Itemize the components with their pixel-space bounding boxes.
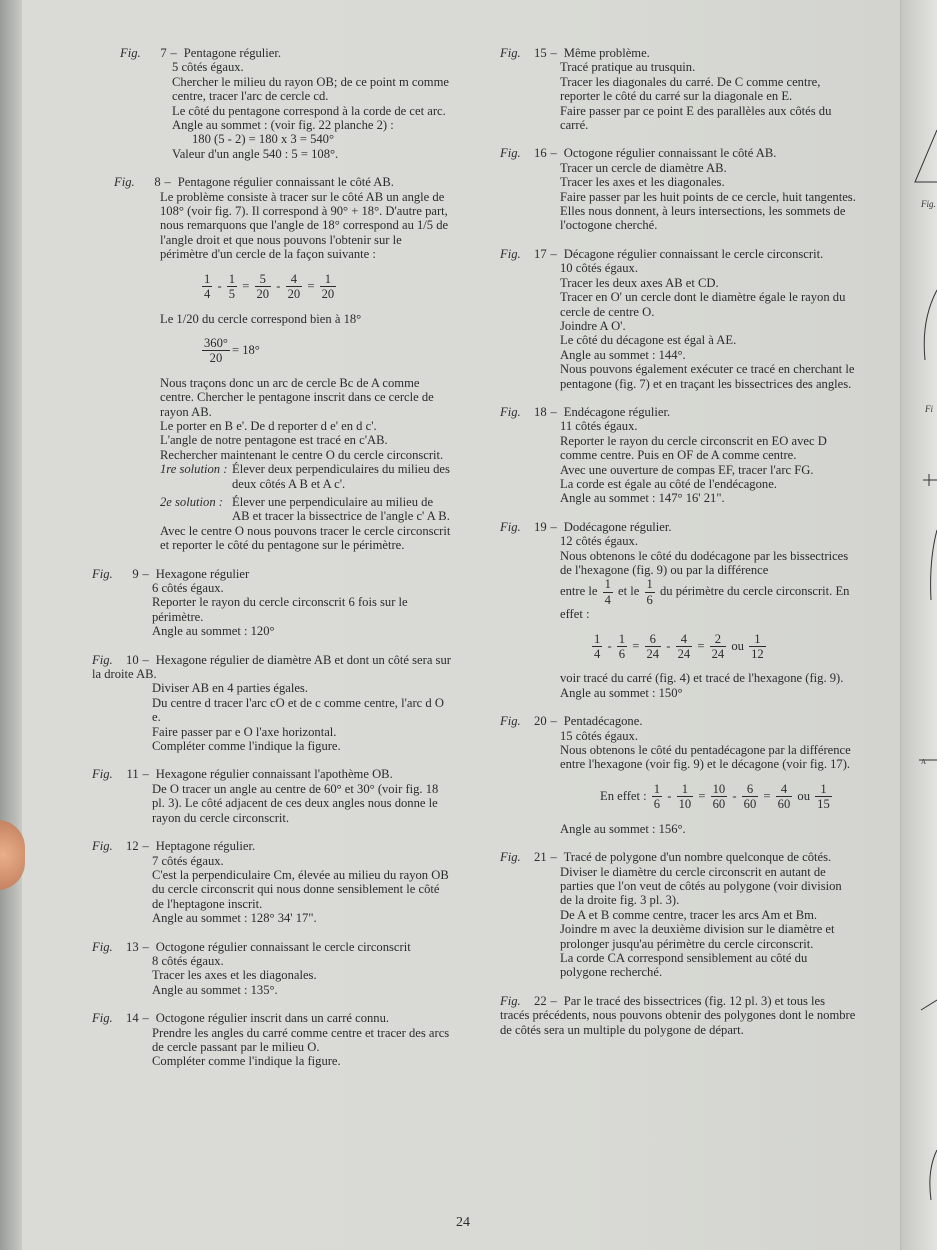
fig-number: 10 — [126, 652, 139, 667]
fig-title: Par le tracé des bissectrices (fig. 12 pl. 3) et tous les tracés précédents, nous pouvons obtenir des polygones dont le nombre de côtés sera un multiple du polygone de départ. — [500, 993, 856, 1037]
text-line: 180 (5 - 2) = 180 x 3 = 540° — [192, 132, 335, 147]
fig-label: Fig. — [500, 246, 521, 261]
fig-number: 22 — [534, 993, 547, 1008]
text-line: Angle au sommet : (voir fig. 22 planche 2) : — [172, 118, 394, 133]
fig-label: Fig. — [92, 652, 113, 667]
text-line: Nous obtenons le côté du pentadécagone par la différence entre l'hexagone (voir fig. 9) et le décagone (voir fig. 17). — [560, 743, 851, 772]
fig-label: Fig. — [92, 1011, 113, 1026]
text-line: Nous pouvons également exécuter ce tracé en cherchant le pentagone (fig. 7) et en traçant les bissectrices des angles. — [560, 362, 855, 391]
fig-label: Fig. — [92, 566, 113, 581]
text-line: Angle au sommet : 120° — [152, 624, 275, 639]
text-line: C'est la perpendiculaire Cm, élevée au milieu du rayon OB du cercle circonscrit qui nous donne sensiblement le côté de l'heptagone inscrit. — [152, 867, 449, 911]
fig-7-entry: Fig. 7 – Pentagone régulier. 5 côtés égaux. Chercher le milieu du rayon OB; de ce point m comme centre, tracer l'arc de cercle cd. Le côté du pentagone correspond à la corde de cet arc. Angle au sommet : (voir fig. 22 planche 2) : 180 (5 - 2) = 180 x 3 = 540° Valeur d'un angle 540 : 5 = 108°. — [120, 46, 452, 161]
fig-22-entry: Fig. 22 – Par le tracé des bissectrices (fig. 12 pl. 3) et tous les tracés précédents, nous pouvons obtenir des polygones dont le nombre de côtés sera un multiple du polygone de départ. — [500, 993, 856, 1037]
text-line: voir tracé du carré (fig. 4) et tracé de l'hexagone (fig. 9). — [560, 671, 844, 686]
text-line: Reporter le rayon du cercle circonscrit 6 fois sur le périmètre. — [152, 595, 408, 624]
fig-20-entry: Fig. 20 – Pentadécagone. 15 côtés égaux. Nous obtenons le côté du pentadécagone par la différence entre l'hexagone (voir fig. 9) et le décagone (voir fig. 17). En effet : $\frac{1}{6}$ - $\frac{1}{10}$ = $\frac{10}{60}$ - $\frac{6}{60}$ = $\frac{4}{60}$ ou $\frac{1}{15}$ Angle au sommet : 156°. — [500, 714, 856, 836]
text-line: Prendre les angles du carré comme centre et tracer des arcs de cercle passant par le milieu O. — [152, 1025, 450, 1054]
fig-number: 20 — [534, 714, 547, 729]
fig-title: Pentagone régulier connaissant le côté AB. — [177, 175, 394, 190]
fig-number: 16 — [534, 146, 547, 161]
text-line: Le porter en B e'. De d reporter d e' en d c'. — [160, 418, 377, 433]
text-line: La corde est égale au côté de l'endécagone. — [560, 476, 777, 491]
fig-label: Fig. — [120, 46, 141, 60]
fig-number: 13 — [126, 939, 139, 954]
text-line: Tracer les axes et les diagonales. — [560, 175, 725, 190]
fig-14-entry: Fig. 14 – Octogone régulier inscrit dans un carré connu. Prendre les angles du carré comme centre et tracer des arcs de cercle passant par le milieu O. Compléter comme l'indique la figure. — [92, 1011, 452, 1069]
fig-13-entry: Fig. 13 – Octogone régulier connaissant le cercle circonscrit 8 côtés égaux. Tracer les axes et les diagonales. Angle au sommet : 135°. — [92, 940, 452, 998]
fig-number: 11 — [126, 767, 139, 782]
text-line: Angle au sommet : 135°. — [152, 982, 278, 997]
fig-10-entry: Fig. 10 – Hexagone régulier de diamètre AB et dont un côté sera sur la droite AB. Diviser AB en 4 parties égales. Du centre d tracer l'arc cO et de c comme centre, l'arc d O e. Faire passer par e O l'axe horizontal. Compléter comme l'indique la figure. — [92, 652, 451, 754]
solution-2: 2e solution : Élever une perpendiculaire au milieu de AB et tracer la bissectrice de l'angle c' A B. — [160, 494, 450, 524]
fig-title: Décagone régulier connaissant le cercle circonscrit. — [563, 246, 824, 261]
fig-label: Fig. — [500, 404, 521, 419]
text-line: 12 côtés égaux. — [560, 534, 638, 549]
fig-number: 7 — [160, 46, 167, 60]
text-line: Reporter le rayon du cercle circonscrit en EO avec D comme centre. Puis en OF de A comme centre. — [560, 433, 827, 463]
side-label: Fig. — [921, 199, 936, 209]
text-line: Angle au sommet : 150° — [560, 685, 683, 700]
text-line: Tracer les deux axes AB et CD. — [560, 275, 719, 290]
text-line: La corde CA correspond sensiblement au côté du polygone recherché. — [560, 950, 808, 980]
fig-label: Fig. — [500, 993, 521, 1008]
partial-figures — [901, 0, 937, 1250]
text-line: Le 1/20 du cercle correspond bien à 18° — [160, 311, 362, 326]
fig-number: 19 — [534, 519, 547, 534]
text-line: Le problème consiste à tracer sur le côté AB un angle de 108° (voir fig. 7). Il correspond à 90° + 18°. D'autre part, nous remarquons que l'angle de 18° correspond au 1/5 de l'angle droit et que nous pouvons l'obtenir sur le périmètre d'un cercle de la façon suivante : — [160, 189, 449, 262]
fig-label: Fig. — [500, 519, 521, 534]
text-line: Faire passer par e O l'axe horizontal. — [152, 724, 337, 739]
text-line: De O tracer un angle au centre de 60° et 30° (voir fig. 18 pl. 3). Le côté adjacent de ces deux angles nous donne le rayon du cercle circonscrit. — [152, 781, 439, 825]
fig-label: Fig. — [500, 146, 521, 161]
solution-1: 1re solution : Élever deux perpendiculaires du milieu des deux côtés A B et A c'. — [160, 462, 450, 491]
text-line: Tracer les diagonales du carré. De C comme centre, reporter le côté du carré sur la diagonale en E. — [560, 74, 821, 104]
fig-label: Fig. — [92, 839, 113, 854]
text-line: Du centre d tracer l'arc cO et de c comme centre, l'arc d O e. — [152, 695, 444, 725]
fig-title: Dodécagone régulier. — [563, 519, 672, 534]
fig-12-entry: Fig. 12 – Heptagone régulier. 7 côtés égaux. C'est la perpendiculaire Cm, élevée au milieu du rayon OB du cercle circonscrit qui nous donne sensiblement le côté de l'heptagone inscrit. Angle au sommet : 128° 34' 17". — [92, 839, 452, 925]
fig-number: 8 — [154, 175, 161, 190]
fig-number: 9 — [132, 566, 139, 581]
page-number: 24 — [456, 1215, 470, 1230]
fig-title: Même problème. — [563, 46, 650, 60]
fig-label: Fig. — [500, 850, 521, 865]
fig-number: 17 — [534, 246, 547, 261]
fig-number: 15 — [534, 46, 547, 60]
text-line: 7 côtés égaux. — [152, 853, 224, 868]
fig-title: Heptagone régulier. — [155, 839, 256, 854]
fig-label: Fig. — [92, 767, 113, 782]
text-line: Avec une ouverture de compas EF, tracer l'arc FG. — [560, 462, 814, 477]
text-line: Compléter comme l'indique la figure. — [152, 1054, 341, 1069]
fig-16-entry: Fig. 16 – Octogone régulier connaissant le côté AB. Tracer un cercle de diamètre AB. Tracer les axes et les diagonales. Faire passer par les huit points de ce cercle, huit tangentes. Elles nous donnent, à leurs intersections, les sommets de l'octogone cherché. — [500, 146, 856, 233]
fig-title: Tracé de polygone d'un nombre quelconque de côtés. — [563, 850, 832, 865]
text-line: Diviser AB en 4 parties égales. — [152, 681, 308, 696]
fig-label: Fig. — [92, 939, 113, 954]
fraction-equation: $\frac{1}{4}$ - $\frac{1}{5}$ = $\frac{5}{20}$ - $\frac{4}{20}$ = $\frac{1}{20}$ — [204, 271, 335, 302]
book-spine — [0, 0, 22, 1250]
text-line: Angle au sommet : 128° 34' 17". — [152, 911, 317, 926]
fig-title: Octogone régulier inscrit dans un carré connu. — [155, 1011, 390, 1026]
text-line: 6 côtés égaux. — [152, 581, 224, 595]
right-column — [500, 46, 856, 1051]
fig-title: Pentagone régulier. — [183, 46, 282, 60]
fraction-equation: $\frac{1}{4}$ - $\frac{1}{6}$ = $\frac{6}{24}$ - $\frac{4}{24}$ = $\frac{2}{24}$ ou $\frac{1}{12}$ — [594, 631, 764, 662]
text-line: Valeur d'un angle 540 : 5 = 108°. — [172, 146, 339, 161]
text-line: Faire passer par les huit points de ce cercle, huit tangentes. Elles nous donnent, à leurs intersections, les sommets de l'octogone cherché. — [560, 189, 856, 233]
fig-18-entry: Fig. 18 – Endécagone régulier. 11 côtés égaux. Reporter le rayon du cercle circonscrit en EO avec D comme centre. Puis en OF de A comme centre. Avec une ouverture de compas EF, tracer l'arc FG. La corde est égale au côté de l'endécagone. Angle au sommet : 147° 16' 21". — [500, 405, 856, 506]
text-line: Le côté du pentagone correspond à la corde de cet arc. — [172, 103, 446, 118]
fig-title: Octogone régulier connaissant le cercle circonscrit — [155, 939, 411, 954]
text-line: L'angle de notre pentagone est tracé en c'AB. — [160, 433, 388, 448]
fig-label: Fig. — [500, 46, 521, 60]
fig-title: Hexagone régulier — [155, 566, 250, 581]
text-line: Chercher le milieu du rayon OB; de ce point m comme centre, tracer l'arc de cercle cd. — [172, 74, 449, 104]
text-line: 8 côtés égaux. — [152, 953, 224, 968]
fig-9-entry: Fig. 9 – Hexagone régulier 6 côtés égaux. Reporter le rayon du cercle circonscrit 6 fois sur le périmètre. Angle au sommet : 120° — [92, 567, 452, 639]
text-line: Tracer les axes et les diagonales. — [152, 968, 317, 983]
fig-21-entry: Fig. 21 – Tracé de polygone d'un nombre quelconque de côtés. Diviser le diamètre du cercle circonscrit en autant de parties que l'on veut de côtés au polygone (voir division de la droite fig. 3 pl. 3). De A et B comme centre, tracer les arcs Am et Bm. Joindre m avec la deuxième division sur le diamètre et prolonger jusqu'au périmètre du cercle circonscrit. La corde CA correspond sensiblement au côté du polygone recherché. — [500, 850, 856, 980]
text-line: Joindre A O'. — [560, 318, 626, 333]
text-line: Rechercher maintenant le centre O du cercle circonscrit. — [160, 447, 444, 462]
text-line: Tracer un cercle de diamètre AB. — [560, 160, 727, 175]
text-line: Angle au sommet : 147° 16' 21". — [560, 491, 725, 506]
text-line: Nous traçons donc un arc de cercle Bc de A comme centre. Chercher le pentagone inscrit dans ce cercle de rayon AB. — [160, 375, 434, 419]
text-line: Tracer en O' un cercle dont le diamètre égale le rayon du cercle de centre O. — [560, 290, 846, 319]
text-line: De A et B comme centre, tracer les arcs Am et Bm. Joindre m avec la deuxième division sur le diamètre et prolonger jusqu'au périmètre du cercle circonscrit. — [560, 907, 835, 951]
fig-17-entry: Fig. 17 – Décagone régulier connaissant le cercle circonscrit. 10 côtés égaux. Tracer les deux axes AB et CD. Tracer en O' un cercle dont le diamètre égale le rayon du cercle de centre O. Joindre A O'. Le côté du décagone est égal à AE. Angle au sommet : 144°. Nous pouvons également exécuter ce tracé en cherchant le pentagone (fig. 7) et en traçant les bissectrices des angles. — [500, 246, 855, 391]
fig-title: Pentadécagone. — [563, 714, 643, 729]
fig-number: 18 — [534, 404, 547, 419]
fig-15-entry: Fig. 15 – Même problème. Tracé pratique au trusquin. Tracer les diagonales du carré. De C comme centre, reporter le côté du carré sur la diagonale en E. Faire passer par ce point E des parallèles aux côtés du carré. — [500, 46, 856, 132]
text-line: Angle au sommet : 156°. — [560, 821, 686, 836]
fraction-equation: En effet : $\frac{1}{6}$ - $\frac{1}{10}$ = $\frac{10}{60}$ - $\frac{6}{60}$ = $\frac{4}{60}$ ou $\frac{1}{15}$ — [600, 781, 830, 812]
left-column — [92, 46, 452, 1083]
fig-number: 21 — [534, 850, 547, 865]
fig-11-entry: Fig. 11 – Hexagone régulier connaissant l'apothème OB. De O tracer un angle au centre de 60° et 30° (voir fig. 18 pl. 3). Le côté adjacent de ces deux angles nous donne le rayon du cercle circonscrit. — [92, 767, 452, 825]
side-label: Fi — [925, 404, 933, 414]
fig-number: 14 — [126, 1011, 139, 1026]
text-line: Compléter comme l'indique la figure. — [152, 739, 341, 754]
fig-19-entry: Fig. 19 – Dodécagone régulier. 12 côtés égaux. Nous obtenons le côté du dodécagone par les bissectrices de l'hexagone (fig. 9) ou par la différence entre le $\frac{1}{4}$ et le $\frac{1}{6}$ du périmètre du cercle circonscrit. En effet : $\frac{1}{4}$ - $\frac{1}{6}$ = $\frac{6}{24}$ - $\frac{4}{24}$ = $\frac{2}{24}$ ou $\frac{1}{12}$ voir tracé du carré (fig. 4) et tracé de l'hexagone (fig. 9). Angle au sommet : 150° — [500, 520, 856, 700]
next-page-edge — [900, 0, 937, 1250]
text-line: Angle au sommet : 144°. — [560, 347, 686, 362]
text-line: Nous obtenons le côté du dodécagone par les bissectrices de l'hexagone (fig. 9) ou par la différence — [560, 548, 849, 577]
text-line: Le côté du décagone est égal à AE. — [560, 333, 737, 348]
text-line: 10 côtés égaux. — [560, 261, 638, 276]
fraction-equation: $\frac{360^\circ}{20}$ = 18° — [204, 335, 260, 366]
text-line: 5 côtés égaux. — [172, 60, 244, 75]
fig-title: Endécagone régulier. — [563, 404, 671, 419]
fig-title: Octogone régulier connaissant le côté AB. — [563, 146, 777, 161]
fig-label: Fig. — [500, 714, 521, 729]
fig-number: 12 — [126, 839, 139, 854]
fig-label: Fig. — [114, 175, 135, 190]
text-line: Avec le centre O nous pouvons tracer le cercle circonscrit et reporter le côté du pentagone sur le périmètre. — [160, 523, 451, 553]
text-line: 11 côtés égaux. — [560, 419, 638, 434]
text-line: Tracé pratique au trusquin. — [560, 60, 696, 75]
side-label: A — [921, 758, 927, 766]
text-line: Diviser le diamètre du cercle circonscrit en autant de parties que l'on veut de côtés au polygone (voir division de la droite fig. 3 pl. 3). — [560, 864, 842, 908]
text-line: 15 côtés égaux. — [560, 728, 638, 743]
text-line: Faire passer par ce point E des parallèles aux côtés du carré. — [560, 103, 832, 133]
fig-title: Hexagone régulier connaissant l'apothème OB. — [155, 767, 393, 782]
fig-8-entry: Fig. 8 – Pentagone régulier connaissant le côté AB. Le problème consiste à tracer sur le côté AB un angle de 108° (voir fig. 7). Il correspond à 90° + 18°. D'autre part, nous remarquons que l'angle de 18° correspond au 1/5 de l'angle droit et que nous pouvons l'obtenir sur le périmètre d'un cercle de la façon suivante : $\frac{1}{4}$ - $\frac{1}{5}$ = $\frac{5}{20}$ - $\frac{4}{20}$ = $\frac{1}{20}$ Le 1/20 du cercle correspond bien à 18° $\frac{360^\circ}{20}$ = 18° Nous traçons donc un arc de cercle Bc de A comme centre. Chercher le pentagone inscrit dans ce cercle de rayon AB. Le porter en B e'. De d reporter d e' en d c'. L'angle de notre pentagone est tracé en c'AB. Rechercher maintenant le centre O du cercle circonscrit. 1re solution : Élever deux perpendiculaires du milieu des deux côtés A B et A c'. 2e solution : Élever une perpendiculaire au milieu de AB et tracer la bissectrice de l'angle c' A B. Avec le centre O nous pouvons tracer le cercle circonscrit et reporter le côté du pentagone sur le périmètre. — [114, 175, 451, 553]
text-line: entre le $\frac{1}{4}$ et le $\frac{1}{6}$ du périmètre du cercle circonscrit. En effet : — [560, 577, 850, 622]
fig-title: Hexagone régulier de diamètre AB et dont un côté sera sur la droite AB. — [92, 652, 451, 682]
